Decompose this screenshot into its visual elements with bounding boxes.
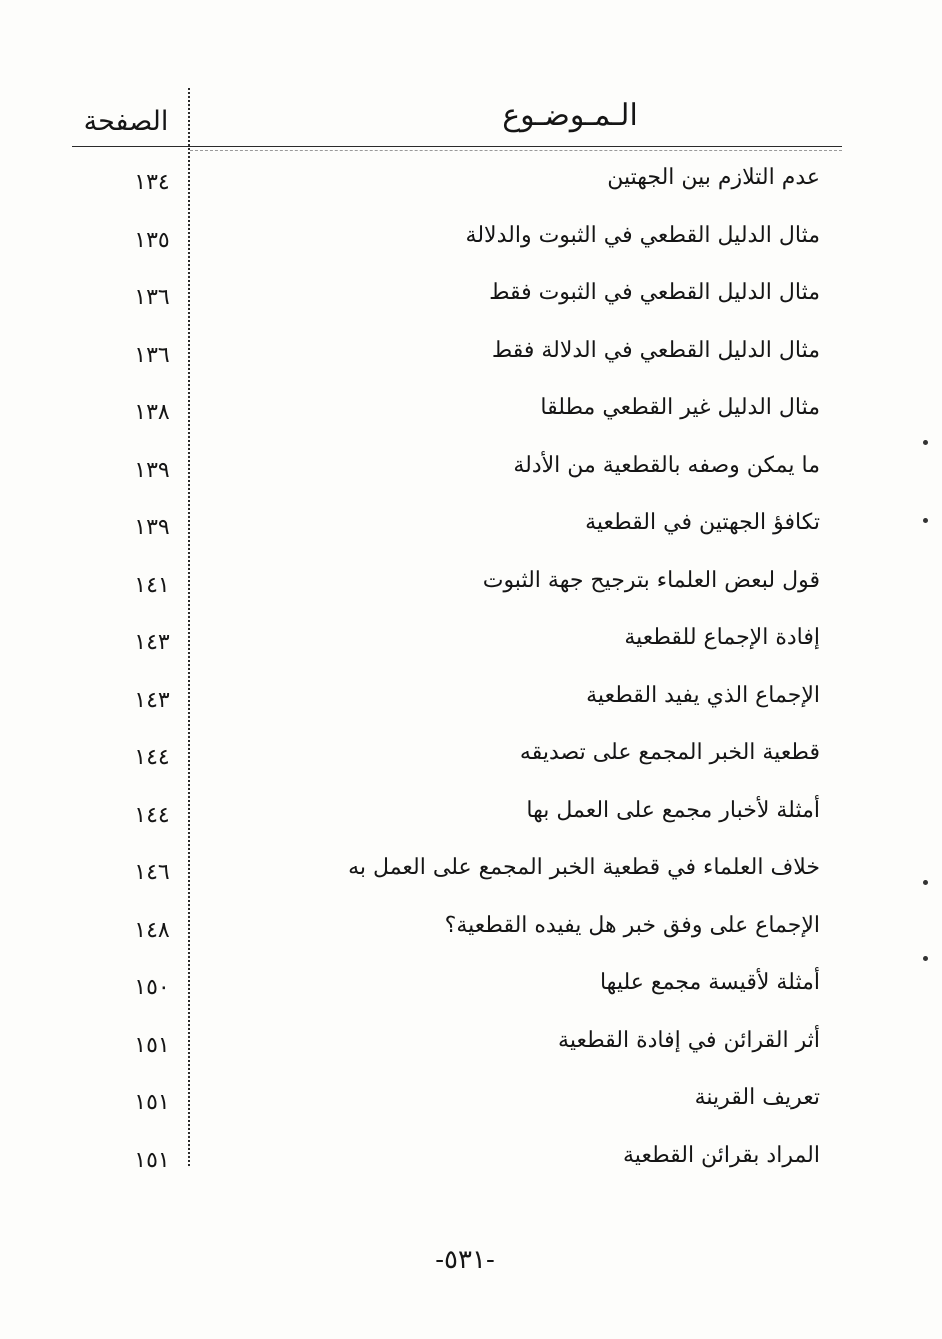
scan-dot bbox=[923, 518, 928, 523]
toc-entry-title: مثال الدليل غير القطعي مطلقا bbox=[540, 395, 820, 420]
toc-entry-title: المراد بقرائن القطعية bbox=[623, 1142, 820, 1168]
toc-entry-page: ١٥١ bbox=[134, 1090, 170, 1115]
toc-entry-page: ١٣٨ bbox=[134, 400, 170, 425]
toc-row bbox=[100, 323, 830, 381]
toc-entry-title: تعريف القرينة bbox=[694, 1085, 820, 1110]
toc-entry-page: ١٤٨ bbox=[134, 917, 170, 943]
toc-entry-page: ١٥١ bbox=[134, 1147, 170, 1173]
toc-entry-page: ١٣٥ bbox=[134, 227, 170, 253]
toc-entry-title: الإجماع على وفق خبر هل يفيده القطعية؟ bbox=[444, 912, 820, 938]
toc-row bbox=[100, 610, 830, 668]
toc-entry-page: ١٣٦ bbox=[134, 285, 170, 310]
toc-row bbox=[100, 208, 830, 266]
toc-entry-page: ١٣٩ bbox=[134, 515, 170, 540]
page-column-header: الصفحة bbox=[83, 106, 169, 137]
toc-row bbox=[100, 1070, 830, 1128]
toc-entry-page: ١٥١ bbox=[134, 1032, 170, 1058]
page-number: -٥٣١- bbox=[435, 1245, 495, 1275]
toc-entry-title: تكافؤ الجهتين في القطعية bbox=[585, 510, 820, 535]
toc-entry-title: إفادة الإجماع للقطعية bbox=[624, 625, 820, 650]
toc-entry-page: ١٤٣ bbox=[134, 687, 170, 713]
toc-entry-page: ١٤٤ bbox=[134, 802, 170, 828]
margin-scan-marks bbox=[918, 436, 938, 966]
toc-row bbox=[100, 668, 830, 726]
toc-entry-page: ١٤٤ bbox=[134, 745, 170, 770]
toc-row bbox=[100, 380, 830, 438]
toc-entry-title: مثال الدليل القطعي في الثبوت فقط bbox=[489, 280, 820, 305]
toc-row bbox=[100, 1128, 830, 1186]
toc-entry-title: قول لبعض العلماء بترجيح جهة الثبوت bbox=[482, 567, 820, 593]
toc-row bbox=[100, 898, 830, 956]
toc-entry-title: خلاف العلماء في قطعية الخبر المجمع على العمل به bbox=[348, 855, 820, 880]
scan-dot bbox=[923, 880, 928, 885]
toc-entry-page: ١٥٠ bbox=[134, 975, 170, 1000]
toc-row bbox=[100, 783, 830, 841]
toc-entry-page: ١٣٤ bbox=[134, 170, 170, 195]
toc-entry-title: قطعية الخبر المجمع على تصديقه bbox=[519, 740, 820, 765]
topic-column-header: الـمـوضـوع bbox=[502, 98, 638, 133]
scan-dot bbox=[923, 440, 928, 445]
toc-row bbox=[100, 840, 830, 898]
toc-row bbox=[100, 495, 830, 553]
toc-row bbox=[100, 725, 830, 783]
toc-entry-page: ١٣٦ bbox=[134, 342, 170, 368]
toc-entry-title: أمثلة لأخبار مجمع على العمل بها bbox=[526, 797, 820, 823]
toc-row bbox=[100, 553, 830, 611]
table-of-contents bbox=[100, 150, 830, 1185]
toc-entry-title: ما يمكن وصفه بالقطعية من الأدلة bbox=[513, 452, 820, 478]
toc-entry-page: ١٤٦ bbox=[134, 860, 170, 885]
toc-entry-page: ١٤١ bbox=[134, 572, 170, 598]
toc-entry-title: أثر القرائن في إفادة القطعية bbox=[558, 1027, 820, 1053]
toc-entry-title: عدم التلازم بين الجهتين bbox=[607, 165, 820, 190]
toc-row bbox=[100, 955, 830, 1013]
toc-entry-title: أمثلة لأقيسة مجمع عليها bbox=[599, 970, 820, 995]
toc-entry-title: مثال الدليل القطعي في الثبوت والدلالة bbox=[465, 222, 820, 248]
toc-entry-page: ١٣٩ bbox=[134, 457, 170, 483]
toc-entry-title: مثال الدليل القطعي في الدلالة فقط bbox=[491, 337, 820, 363]
toc-row bbox=[100, 150, 830, 208]
toc-entry-page: ١٤٣ bbox=[134, 630, 170, 655]
scan-dot bbox=[923, 956, 928, 961]
toc-row bbox=[100, 265, 830, 323]
toc-row bbox=[100, 1013, 830, 1071]
toc-row bbox=[100, 438, 830, 496]
toc-entry-title: الإجماع الذي يفيد القطعية bbox=[586, 682, 820, 708]
